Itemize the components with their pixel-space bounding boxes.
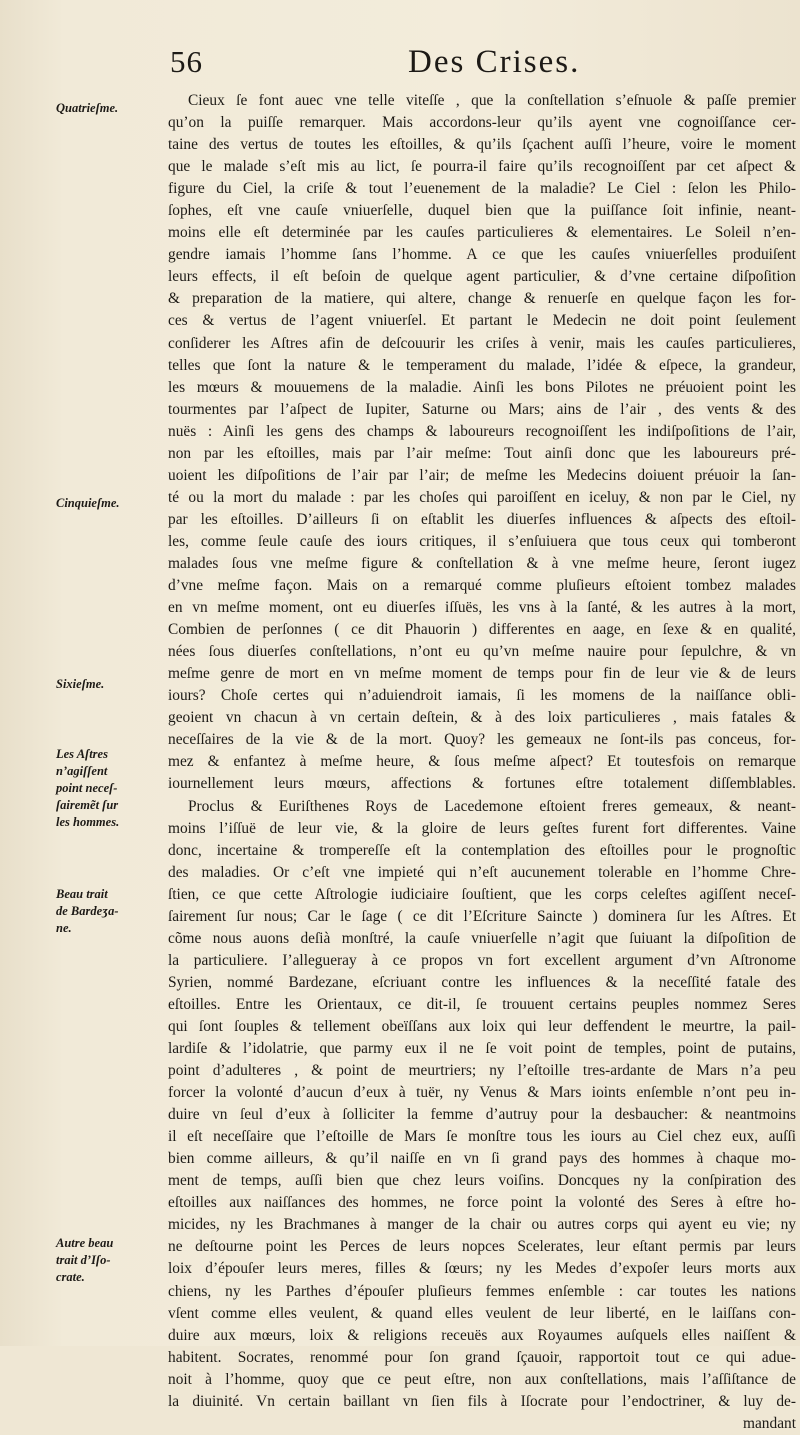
- text-line: par les eſtoilles. D’ailleurs ſi on eſtablit les diuerſes influences & aſpects des eſtoil-: [168, 510, 796, 528]
- text-line: Combien de perſonnes ( ce dit Phauorin ) differentes en aage, en ſexe & en qualité,: [168, 621, 796, 639]
- margin-note-line: ſairemẽt ſur: [56, 798, 119, 812]
- text-line: nuës : Ainſi les gens des champs & laboureurs recognoiſſent les indiſpoſitions de l’air,: [168, 422, 796, 440]
- text-line: la particuliere. I’allegueray à ce propos vn fort excellent argument d’vn Aſtronome: [168, 951, 796, 969]
- text-line: chiens, ny les Parthes d’épouſer pluſieurs femmes enſemble : car toutes les nations: [168, 1282, 796, 1300]
- margin-note-bardezane: [56, 886, 168, 937]
- margin-note-line: les hommes.: [56, 815, 120, 829]
- text-line: vſent comme elles veulent, & quand elles veulent de leur liberté, en le laiſſans con-: [168, 1304, 796, 1322]
- margin-note-line: Sixieſme.: [56, 677, 105, 691]
- text-line: taine des vertus de toutes les eſtoilles, & qu’ils ſçachent auſſi l’heure, voire le moment: [168, 136, 796, 154]
- text-line: meſme genre de mort en vn meſme moment de temps pour fin de leur vie & de leurs: [168, 665, 796, 683]
- text-line: eſtoilles aux naiſſances des hommes, ne force point la volonté des Seres à eſtre ho-: [168, 1194, 796, 1212]
- text-line: ſtien, ce que cette Aſtrologie iudiciaire ſouſtient, que les corps celeſtes agiſſent neceſ-: [168, 885, 796, 903]
- text-line: qu’on la puiſſe remarquer. Mais accordons-leur qu’ils ayent vne cognoiſſance cer-: [168, 114, 796, 132]
- text-line: conſiderer les Aſtres afin de deſcouurir les criſes à venir, mais les cauſes particulieres,: [168, 334, 796, 352]
- text-line: que le malade s’eſt mis au lict, ſe pourra-il faire qu’ils recognoiſſent par cet aſpect &: [168, 158, 796, 176]
- text-line: il eſt neceſſaire que l’eſtoille de Mars ſe monſtre tous les iours au Ciel chez eux, auſſi: [168, 1128, 796, 1146]
- text-line: la diuinité. Vn certain baillant vn ſien fils à Iſocrate pour l’endoctriner, & luy de-: [168, 1392, 796, 1410]
- margin-note-line: point neceſ-: [56, 781, 118, 795]
- text-line: les mœurs & mouuemens de la maladie. Ainſi les bons Pilotes ne préuoient point les: [168, 378, 796, 396]
- margin-note-line: Quatrieſme.: [56, 101, 119, 115]
- text-line: moins elle eſt determinée par les cauſes particulieres & elementaires. Le Soleil n’en-: [168, 224, 796, 242]
- text-line: ne deſtourne point les Perces de leurs nopces Scelerates, leur eſtant permis par leurs: [168, 1238, 796, 1256]
- text-line: tourmentes par l’aſpect de Iupiter, Saturne ou Mars; ains de l’air , des vents & des: [168, 400, 796, 418]
- text-line: en vn meſme moment, ont eu diuerſes iſſuës, les vns à la ſanté, & les autres à la mort,: [168, 599, 796, 617]
- text-line: leurs effects, il eſt beſoin de quelque agent particulier, & d’vne certaine diſpoſition: [168, 268, 796, 286]
- text-line: Syrien, nommé Bardezane, eſcriuant contre les influences & la neceſſité fatale des: [168, 973, 796, 991]
- text-line: ſophes, eſt vne cauſe vniuerſelle, duquel bien que la puiſſance ſoit infinie, neant-: [168, 202, 796, 220]
- text-line: d’vne meſme façon. Mais on a remarqué comme pluſieurs eſtoient tombez malades: [168, 577, 796, 595]
- text-line: uoient les diſpoſitions de l’air par l’air; de meſme les Medecins doiuent préuoir la ſan-: [168, 466, 796, 484]
- text-line: point d’adulteres , & point de meurtriers; ny l’eſtoille tres-ardante de Mars n’a peu: [168, 1062, 796, 1080]
- text-line: mez & enfantez à meſme heure, & ſous meſme aſpect? Et toutesfois on remarque: [168, 753, 796, 771]
- margin-note-line: Les Aſtres: [56, 747, 108, 761]
- margin-note-cinquiesme: [56, 495, 168, 512]
- text-line: malades ſous vne meſme figure & conſtellation & à vne meſme heure, ſeront iugez: [168, 554, 796, 572]
- margin-note-sixiesme: [56, 676, 168, 693]
- margin-note-line: ne.: [56, 921, 72, 935]
- text-line: nées ſous diuerſes conſtellations, n’ont eu qu’vn meſme nauire pour ſepulchre, & vn: [168, 643, 796, 661]
- text-line: Cieux ſe font auec vne telle viteſſe , que la conſtellation s’eſnuole & paſſe premier: [188, 92, 796, 109]
- text-line: donc, incertaine & trompereſſe eſt la contemplation des eſtoilles pour le prognoſtic: [168, 841, 796, 859]
- margin-note-astres: [56, 746, 168, 831]
- text-line: duire aux mœurs, loix & religions receuës aux Royaumes auſquels elles naiſſent &: [168, 1326, 796, 1344]
- text-line: forcer la volonté d’aucun d’eux à tuër, ny Venus & Mars ioints enſemble n’ont peu in-: [168, 1084, 796, 1102]
- text-line: ces & vertus de l’agent vniuerſel. Et partant le Medecin ne doit point ſeulement: [168, 312, 796, 330]
- text-line: eſtoilles. Entre les Orientaux, ce dit-il, ſe trouuent certains peuples nommez Seres: [168, 995, 796, 1013]
- text-line: bien comme ailleurs, & qu’il naiſſe en vn ſi grand pays des hommes à chaque mo-: [168, 1150, 796, 1168]
- margin-note-line: Autre beau: [56, 1236, 114, 1250]
- text-line: ment de temps, auſſi bien que chez leurs voiſins. Doncques ny la conſpiration des: [168, 1172, 796, 1190]
- page-number: 56: [170, 44, 203, 79]
- text-line: & preparation de la matiere, qui altere, change & renuerſe en quelque façon les for-: [168, 290, 796, 308]
- text-line: geoient vn chacun à vn certain deſtein, & à des loix particulieres , mais fatales &: [168, 709, 796, 727]
- text-line: loix d’épouſer leurs meres, filles & ſœurs; ny les Medes d’expoſer leurs morts aux: [168, 1260, 796, 1278]
- text-line: ſairement ſur nous; Car le ſage ( ce dit l’Eſcriture Saincte ) dominera ſur les Aſtres. Et: [168, 907, 796, 925]
- text-line: noit à l’homme, quoy que ce peut eſtre, non aux conſtellations, mais l’aſſiſtance de: [168, 1370, 796, 1388]
- margin-note-isocrate: [56, 1235, 168, 1286]
- text-line: moins l’iſſuë de leur vie, & la gloire de leurs geſtes furent fort differentes. Vaine: [168, 819, 796, 837]
- text-line: des maladies. Or c’eſt vne impieté qui n’eſt aucunement tolerable en l’homme Chre-: [168, 863, 796, 881]
- text-line: lardiſe & l’idolatrie, que parmy eux il ne ſe voit point de temples, point de putains,: [168, 1040, 796, 1058]
- body-text: [168, 90, 796, 1432]
- text-line: iournellement leurs mœurs, affections & fortunes eſtre totalement diſſemblables.: [168, 775, 796, 793]
- text-line: figure du Ciel, la criſe & tout l’euenement de la maladie? Le Ciel : ſelon les Philo-: [168, 180, 796, 198]
- text-line: cõme nous auons deſià monſtré, la cauſe vniuerſelle n’agit que ſuiuant la diſpoſition de: [168, 929, 796, 947]
- text-line: habitent. Socrates, renommé pour ſon grand ſçauoir, rapportoit tout ce qui adue-: [168, 1348, 796, 1366]
- margin-note-quatriesme: [56, 100, 168, 117]
- margin-note-line: Cinquieſme.: [56, 496, 120, 510]
- text-line: les, comme ſeule cauſe des iours critiques, il s’enſuiuera que tous ceux qui tomberont: [168, 532, 796, 550]
- text-line: micides, ny les Brachmanes à manger de la chair ou autres corps qui ayent eu vie; ny: [168, 1216, 796, 1234]
- margin-note-line: crate.: [56, 1270, 85, 1284]
- margin-note-line: trait d’Iſo-: [56, 1253, 111, 1267]
- text-line: non par les eſtoilles, mais par l’air meſme: Tout ainſi donc que les laboureurs pré-: [168, 444, 796, 462]
- text-line: duire vn ſeul d’eux à ſolliciter la femme d’autruy pour la desbaucher: & neantmoins: [168, 1106, 796, 1124]
- text-line: mandant: [743, 1414, 796, 1432]
- text-line: iours? Choſe certes qui n’aduiendroit iamais, ſi les momens de la naiſſance obli-: [168, 687, 796, 705]
- text-line: té ou la mort du malade : par les choſes qui paroiſſent en iceluy, & non par le Ciel, ny: [168, 488, 796, 506]
- margin-note-line: n’agiſſent: [56, 764, 108, 778]
- text-line: qui ſont ſouples & tellement obeïſſans aux loix qui leur deffendent le meurtre, la pail-: [168, 1017, 796, 1035]
- margin-note-line: de Bardeʒa-: [56, 904, 119, 918]
- text-line: telles que ſont la nature & le temperament du malade, l’idée & eſpece, la grandeur,: [168, 356, 796, 374]
- text-line: Proclus & Euriſthenes Roys de Lacedemone eſtoient freres gemeaux, & neant-: [188, 797, 796, 815]
- text-line: gendre iamais l’homme ſans l’homme. A ce que les cauſes vniuerſelles produiſent: [168, 246, 796, 264]
- margin-notes: [0, 0, 165, 1346]
- text-line: neceſſaires de la vie & de la mort. Quoy? les gemeaux ne ſont-ils pas conceus, for-: [168, 731, 796, 749]
- running-title: Des Crises.: [408, 44, 581, 80]
- margin-note-line: Beau trait: [56, 887, 108, 901]
